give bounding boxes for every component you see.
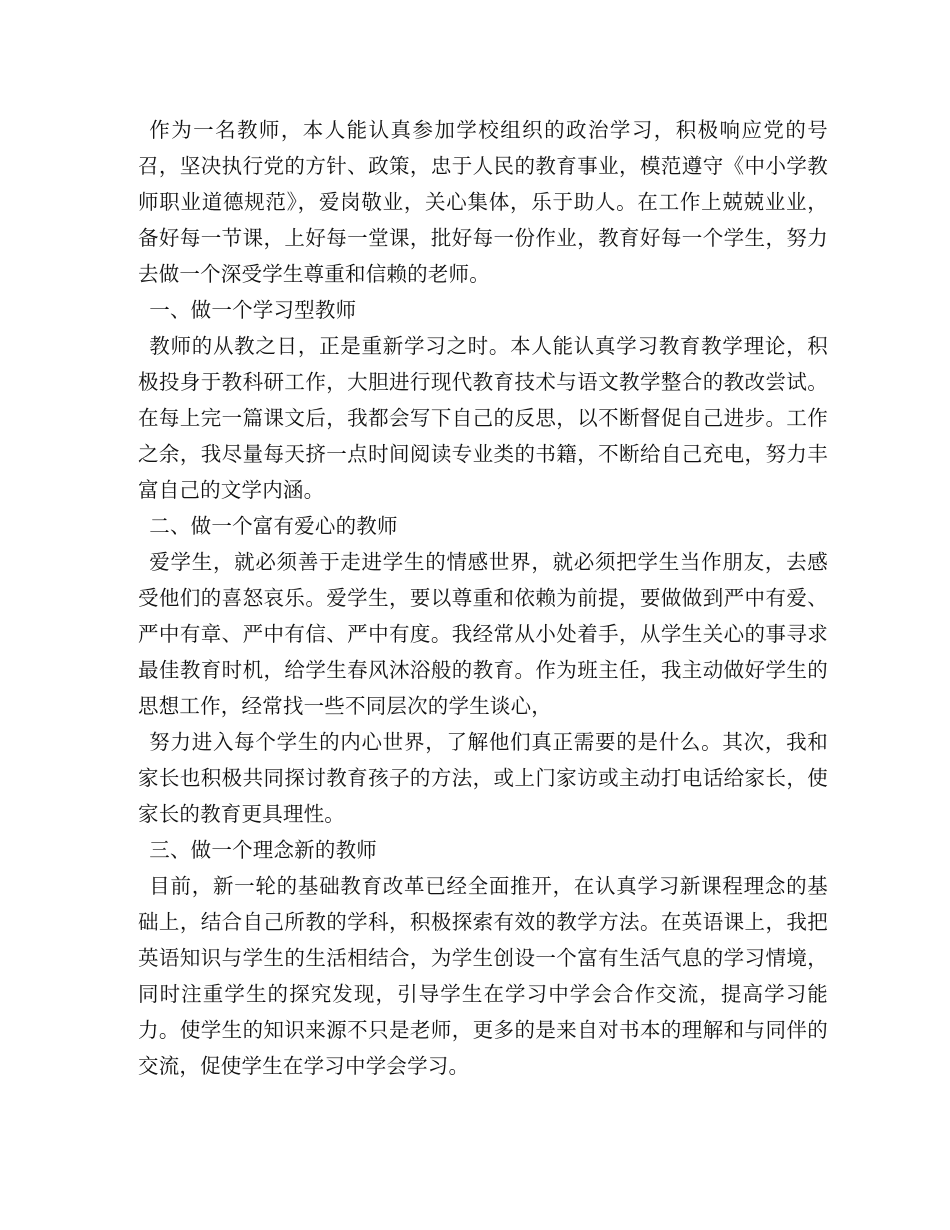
intro-paragraph: 作为一名教师，本人能认真参加学校组织的政治学习，积极响应党的号召，坚决执行党的方针、政策，忠于人民的教育事业，模范遵守《中小学教师职业道德规范》，爱岗敬业，关心集体，乐于助人。在工作上兢兢业业，备好每一节课，上好每一堂课，批好每一份作业，教育好每一个学生，努力去做一个深受学生尊重和信赖的老师。 [138,118,828,286]
section-2-paragraph-1: 爱学生，就必须善于走进学生的情感世界，就必须把学生当作朋友，去感受他们的喜怒哀乐。爱学生，要以尊重和依赖为前提，要做做到严中有爱、严中有章、严中有信、严中有度。我经常从小处着手，从学生关心的事寻求最佳教育时机，给学生春风沐浴般的教育。作为班主任，我主动做好学生的思想工作，经常找一些不同层次的学生谈心， [138,550,828,718]
section-heading-1: 一、做一个学习型教师 [149,298,357,322]
section-2-paragraph-2: 努力进入每个学生的内心世界，了解他们真正需要的是什么。其次，我和家长也积极共同探讨教育孩子的方法，或上门家访或主动打电话给家长，使家长的教育更具理性。 [138,730,828,826]
section-1-paragraph: 教师的从教之日，正是重新学习之时。本人能认真学习教育教学理论，积极投身于教科研工作，大胆进行现代教育技术与语文教学整合的教改尝试。在每上完一篇课文后，我都会写下自己的反思，以不断督促自己进步。工作之余，我尽量每天挤一点时间阅读专业类的书籍，不断给自己充电，努力丰富自己的文学内涵。 [138,334,828,502]
document-body [138,112,828,1084]
section-3-paragraph: 目前，新一轮的基础教育改革已经全面推开，在认真学习新课程理念的基础上，结合自己所教的学科，积极探索有效的教学方法。在英语课上，我把英语知识与学生的生活相结合，为学生创设一个富有生活气息的学习情境，同时注重学生的探究发现，引导学生在学习中学会合作交流，提高学习能力。使学生的知识来源不只是老师，更多的是来自对书本的理解和与同伴的交流，促使学生在学习中学会学习。 [138,874,828,1078]
section-heading-2: 二、做一个富有爱心的教师 [149,514,398,538]
section-heading-3: 三、做一个理念新的教师 [149,838,377,862]
